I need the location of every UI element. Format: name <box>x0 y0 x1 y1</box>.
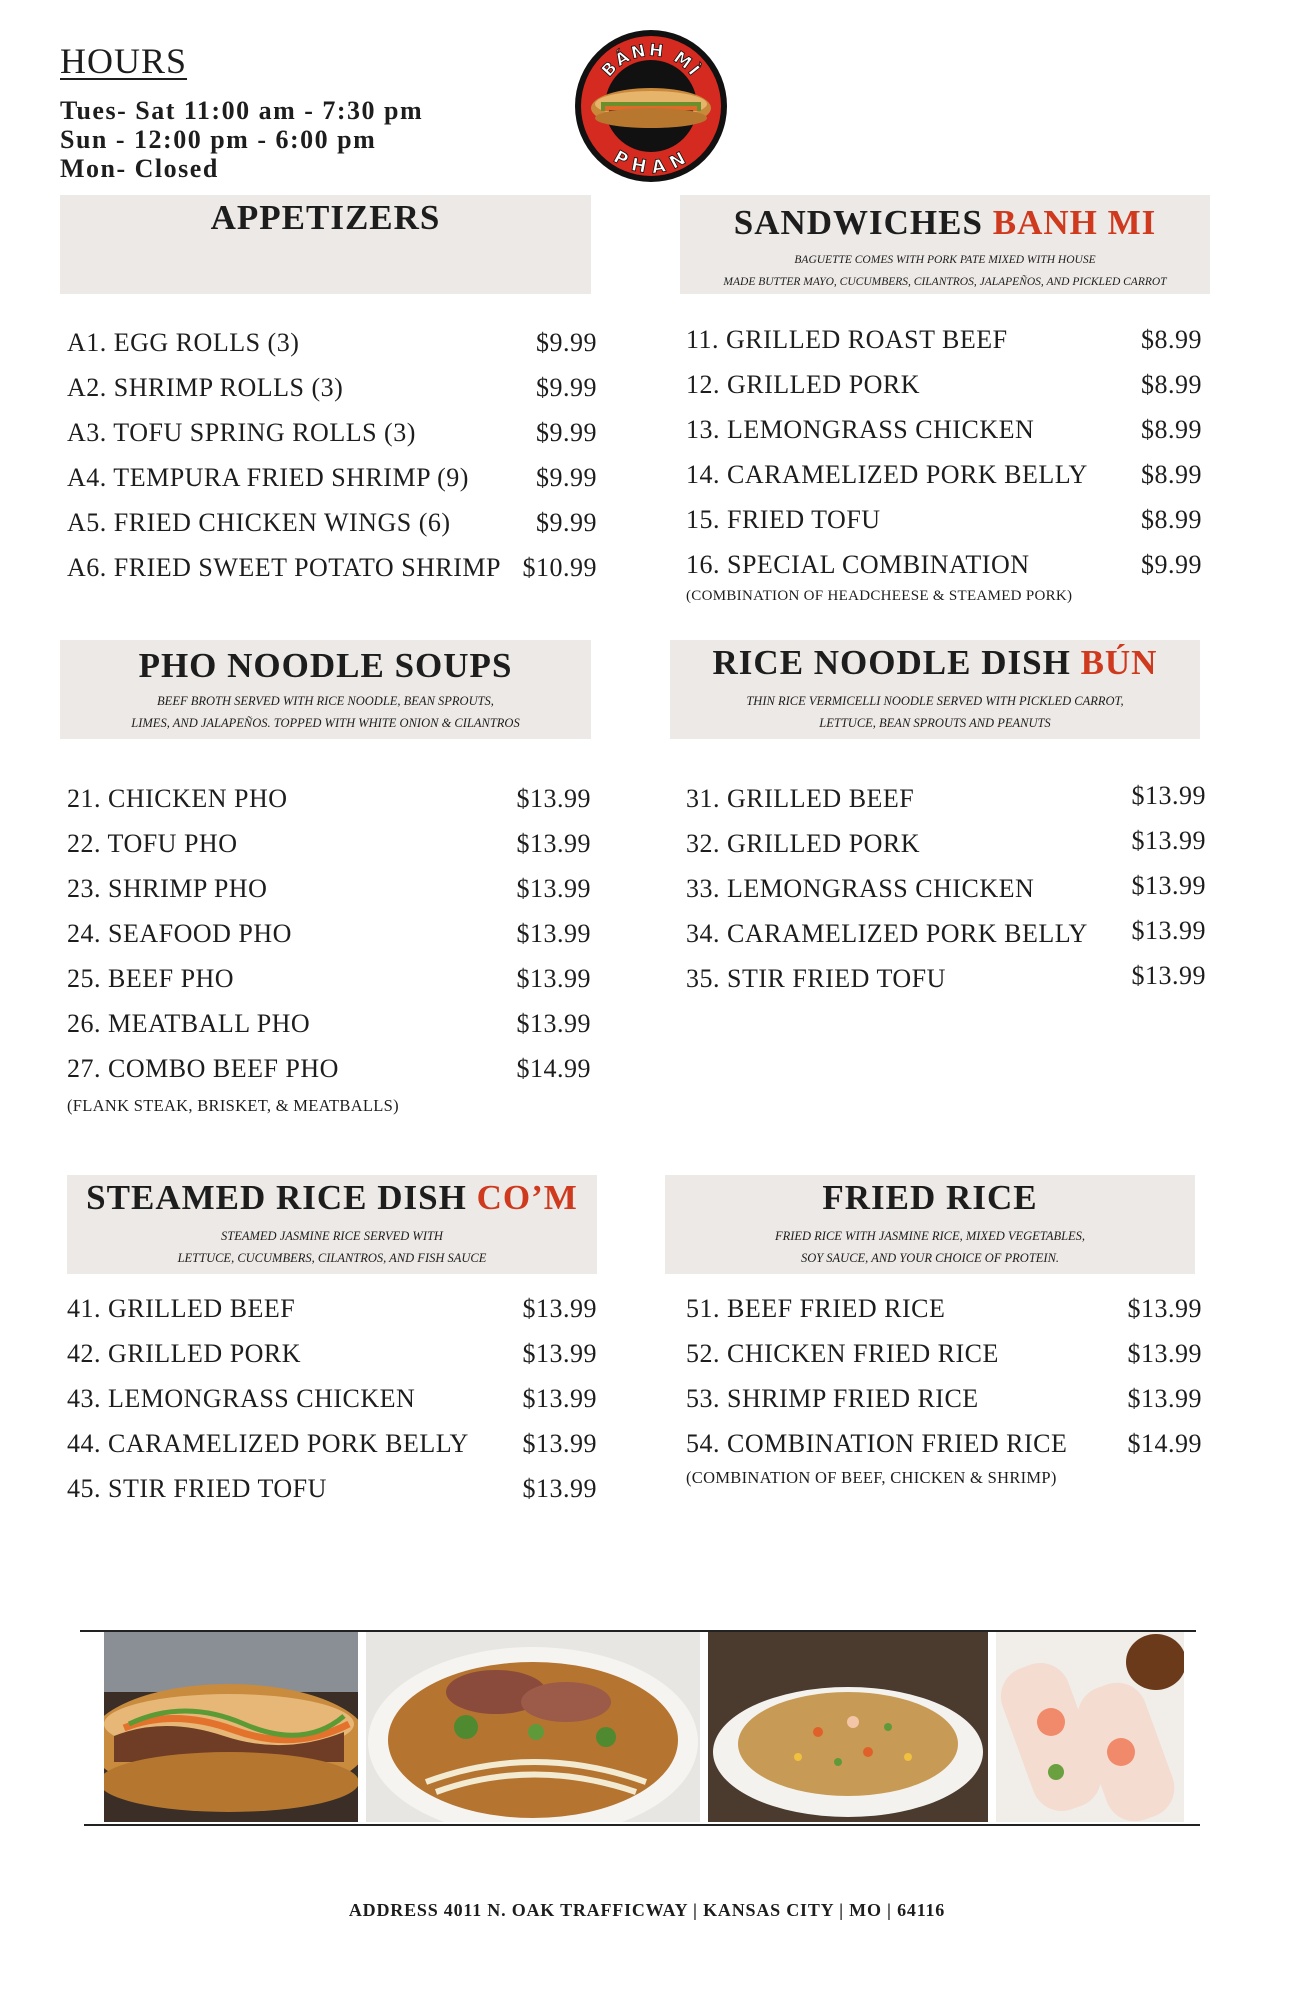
desc-line: FRIED RICE WITH JASMINE RICE, MIXED VEGETABLES, <box>774 1229 1086 1243</box>
item-price: $14.99 <box>1127 1429 1202 1458</box>
item-price: $13.99 <box>522 1474 597 1503</box>
photo-strip-bottom-rule <box>84 1824 1200 1826</box>
item-name: A4. TEMPURA FRIED SHRIMP (9) <box>67 463 469 492</box>
hours-line-monday: Mon- Closed <box>60 154 219 183</box>
item-price: $13.99 <box>1131 781 1206 810</box>
item-name: A6. FRIED SWEET POTATO SHRIMP <box>67 553 502 582</box>
item-price: $9.99 <box>536 508 597 537</box>
pho-bowl-photo <box>366 1632 700 1822</box>
item-name: A2. SHRIMP ROLLS (3) <box>67 373 344 402</box>
item-name: 54. COMBINATION FRIED RICE <box>686 1429 1068 1458</box>
com-header <box>67 1175 597 1274</box>
sandwiches-title-main: SANDWICHES <box>733 203 983 242</box>
item-price: $13.99 <box>1127 1294 1202 1323</box>
item-name: 43. LEMONGRASS CHICKEN <box>67 1384 416 1413</box>
com-title-accent: CO’M <box>476 1178 578 1217</box>
sandwiches-title-accent: BANH MI <box>992 203 1157 242</box>
fried-rice-plate-photo <box>708 1632 988 1822</box>
item-note: (COMBINATION OF HEADCHEESE & STEAMED PORK) <box>686 588 1073 604</box>
bun-title <box>670 643 1200 683</box>
spring-rolls-photo <box>996 1632 1184 1822</box>
desc-line: LETTUCE, BEAN SPROUTS AND PEANUTS <box>819 716 1051 730</box>
hours-line-weekday: Tues- Sat 11:00 am - 7:30 pm <box>60 96 424 125</box>
fried-rice-header <box>665 1175 1195 1274</box>
item-name: 24. SEAFOOD PHO <box>67 919 292 948</box>
item-price: $9.99 <box>536 418 597 447</box>
item-price: $13.99 <box>1131 871 1206 900</box>
item-price: $13.99 <box>522 1429 597 1458</box>
item-price: $13.99 <box>522 1294 597 1323</box>
item-name: 34. CARAMELIZED PORK BELLY <box>686 919 1088 948</box>
item-price: $13.99 <box>516 829 591 858</box>
sandwiches-description <box>680 249 1210 293</box>
sandwiches-header <box>680 195 1210 294</box>
address-footer: ADDRESS 4011 N. OAK TRAFFICWAY | KANSAS CITY | MO | 64116 <box>348 1900 946 1920</box>
item-name: 15. FRIED TOFU <box>686 505 881 534</box>
item-note: (FLANK STEAK, BRISKET, & MEATBALLS) <box>67 1096 399 1115</box>
item-price: $14.99 <box>516 1054 591 1083</box>
item-price: $10.99 <box>522 553 597 582</box>
restaurant-logo <box>573 28 729 184</box>
item-price: $13.99 <box>1131 826 1206 855</box>
item-price: $13.99 <box>1131 916 1206 945</box>
hours-title: HOURS <box>60 41 188 81</box>
item-price: $13.99 <box>1127 1384 1202 1413</box>
item-name: 11. GRILLED ROAST BEEF <box>686 325 1008 354</box>
item-price: $13.99 <box>522 1384 597 1413</box>
item-price: $13.99 <box>516 784 591 813</box>
desc-line: BAGUETTE COMES WITH PORK PATE MIXED WITH HOUSE <box>794 254 1096 266</box>
logo-text-bottom: PHAN <box>609 146 692 179</box>
fried-rice-title: FRIED RICE <box>822 1178 1038 1217</box>
item-price: $8.99 <box>1141 415 1202 444</box>
item-price: $8.99 <box>1141 460 1202 489</box>
item-name: 14. CARAMELIZED PORK BELLY <box>686 460 1088 489</box>
item-note: (COMBINATION OF BEEF, CHICKEN & SHRIMP) <box>686 1468 1057 1487</box>
appetizers-title: APPETIZERS <box>210 198 441 237</box>
bun-header <box>670 640 1200 739</box>
desc-line: THIN RICE VERMICELLI NOODLE SERVED WITH PICKLED CARROT, <box>746 694 1124 708</box>
item-name: A1. EGG ROLLS (3) <box>67 328 300 357</box>
item-name: 42. GRILLED PORK <box>67 1339 302 1368</box>
item-name: A5. FRIED CHICKEN WINGS (6) <box>67 508 451 537</box>
item-price: $13.99 <box>1131 961 1206 990</box>
item-price: $13.99 <box>522 1339 597 1368</box>
bun-title-main: RICE NOODLE DISH <box>712 643 1071 682</box>
pho-description <box>60 690 591 734</box>
com-description <box>67 1225 597 1269</box>
desc-line: LIMES, AND JALAPEÑOS. TOPPED WITH WHITE ONION & CILANTROS <box>131 716 520 730</box>
desc-line: LETTUCE, CUCUMBERS, CILANTROS, AND FISH SAUCE <box>177 1251 487 1265</box>
pho-title: PHO NOODLE SOUPS <box>138 646 513 685</box>
item-price: $13.99 <box>516 1009 591 1038</box>
item-name: 22. TOFU PHO <box>67 829 238 858</box>
banh-mi-sandwich-photo <box>104 1632 358 1822</box>
item-price: $9.99 <box>536 328 597 357</box>
item-price: $9.99 <box>536 373 597 402</box>
desc-line: BEEF BROTH SERVED WITH RICE NOODLE, BEAN SPROUTS, <box>157 694 494 708</box>
appetizers-header <box>60 195 591 294</box>
item-name: 44. CARAMELIZED PORK BELLY <box>67 1429 469 1458</box>
item-name: 21. CHICKEN PHO <box>67 784 288 813</box>
item-name: 53. SHRIMP FRIED RICE <box>686 1384 979 1413</box>
item-name: 25. BEEF PHO <box>67 964 235 993</box>
bun-title-accent: BÚN <box>1080 643 1158 682</box>
item-price: $8.99 <box>1141 325 1202 354</box>
com-title-main: STEAMED RICE DISH <box>86 1178 467 1217</box>
pho-header <box>60 640 591 739</box>
item-price: $9.99 <box>1141 550 1202 579</box>
item-name: 45. STIR FRIED TOFU <box>67 1474 327 1503</box>
item-name: 52. CHICKEN FRIED RICE <box>686 1339 999 1368</box>
item-name: A3. TOFU SPRING ROLLS (3) <box>67 418 416 447</box>
item-name: 35. STIR FRIED TOFU <box>686 964 946 993</box>
desc-line: MADE BUTTER MAYO, CUCUMBERS, CILANTROS, JALAPEÑOS, AND PICKLED CARROT <box>723 276 1167 288</box>
item-name: 33. LEMONGRASS CHICKEN <box>686 874 1035 903</box>
item-price: $8.99 <box>1141 505 1202 534</box>
desc-line: SOY SAUCE, AND YOUR CHOICE OF PROTEIN. <box>800 1251 1060 1265</box>
sandwiches-title <box>680 203 1210 243</box>
item-price: $13.99 <box>516 919 591 948</box>
hours-line-sunday: Sun - 12:00 pm - 6:00 pm <box>60 125 377 154</box>
item-price: $9.99 <box>536 463 597 492</box>
logo-text-top: BÁNH MÌ <box>597 40 705 82</box>
bun-description <box>670 690 1200 734</box>
desc-line: STEAMED JASMINE RICE SERVED WITH <box>221 1229 443 1243</box>
item-price: $13.99 <box>516 874 591 903</box>
item-name: 26. MEATBALL PHO <box>67 1009 311 1038</box>
com-title <box>67 1178 597 1218</box>
item-price: $13.99 <box>516 964 591 993</box>
item-name: 16. SPECIAL COMBINATION <box>686 550 1030 579</box>
item-name: 12. GRILLED PORK <box>686 370 921 399</box>
item-name: 31. GRILLED BEEF <box>686 784 915 813</box>
fried-rice-description <box>665 1225 1195 1269</box>
item-price: $8.99 <box>1141 370 1202 399</box>
item-name: 27. COMBO BEEF PHO <box>67 1054 339 1083</box>
item-name: 23. SHRIMP PHO <box>67 874 268 903</box>
item-price: $13.99 <box>1127 1339 1202 1368</box>
item-name: 13. LEMONGRASS CHICKEN <box>686 415 1035 444</box>
item-name: 41. GRILLED BEEF <box>67 1294 296 1323</box>
item-name: 32. GRILLED PORK <box>686 829 921 858</box>
item-name: 51. BEEF FRIED RICE <box>686 1294 946 1323</box>
